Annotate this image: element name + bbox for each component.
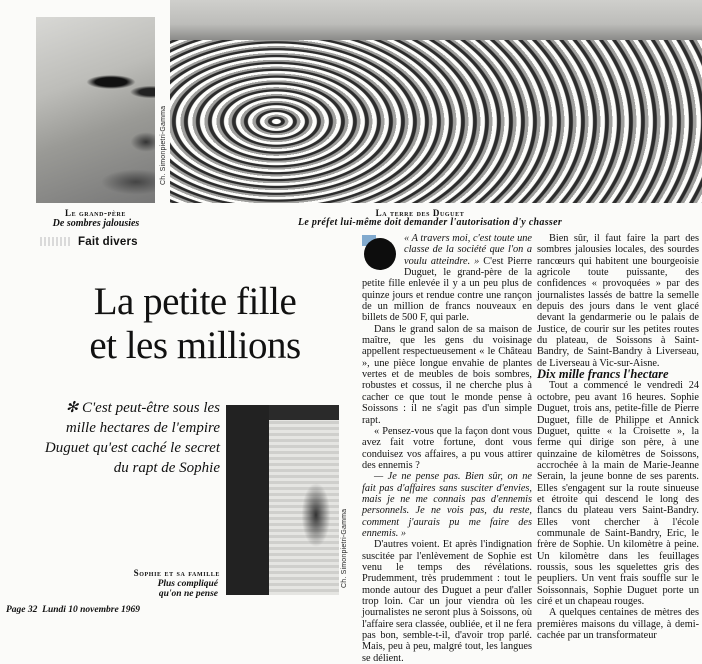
paragraph-quote: — Je ne pense pas. Bien sûr, on ne fait pas d'affaires sans susciter d'envies, mais je ne me connais pas d'ennemis personnels. Je ne vois pas, du reste, comment j'aurais pu me faire des ennemis. »: [362, 471, 532, 539]
caption-sub-grandfather: De sombres jalousies: [52, 218, 140, 229]
caption-title-family: Sophie et sa famille: [133, 568, 220, 578]
article-column-3: [537, 233, 699, 641]
paragraph: D'autres voient. Et après l'indignation suscitée par l'enlèvement de Sophie est venu le temps des révélations. Prudemment, très prudemment : tout le monde autour des Duguet a peur d'aller trop loin. Car un jour viendra où les journalistes ne seront plus à Soissons, où l'affaire sera classée, oubliée, et il ne fera pas bon, semble-t-il, d'avoir trop parlé. Mais, peu à peu, malgré tout, les langues se délient.: [362, 539, 532, 664]
paragraph: Bien sûr, il faut faire la part des sombres jalousies locales, des sourdes rancœurs qui habitent une bourgeoisie agricole toute puissante, des confidences « provoquées » par des journalistes lassés de battre la semelle depuis des jours dans le vent glacé devant la gendarmerie ou le palais de Justice, de courir sur les petites routes du plateau, de Soissons à Saint-Bandry, de Saint-Bandry à Liverseau, de Liverseau à Vic-sur-Aisne.: [537, 233, 699, 369]
headline-line-1: La petite fille: [93, 280, 297, 323]
grandfather-photo: [36, 17, 155, 203]
subheading: Dix mille francs l'hectare: [537, 367, 669, 382]
caption-title-land: La terre des Duguet: [375, 208, 465, 218]
caption-family: [60, 568, 220, 578]
caption-sub-family-line-1: Plus compliqué: [157, 579, 218, 589]
photo-credit-family: Ch. Simonpietri-Gamma: [341, 508, 348, 588]
page-footer: Page 32 Lundi 10 novembre 1969: [6, 605, 141, 615]
paragraph: Tout a commencé le vendredi 24 octobre, peu avant 16 heures. Sophie Duguet, trois ans, petite-fille de Pierre Duguet, fille de Philippe et Annick Duguet, quitte « la Croisette », la ferme qui dirige son père, à une quinzaine de kilomètres de Soissons, accrochée à la main de Marie-Jeanne Serain, la jeune bonne de ses parents. Elles s'engagent sur la route sinueuse et étroite qui descend le long des flancs du plateau vers Saint-Bandry. Elles vont chercher à l'école communale de Saint-Bandry, Eric, le frère de Sophie. Un kilomètre à peine. Un kilomètre dans les feuillages roussis, sous les squelettes gris des peupliers. Un vent frais souffle sur le Soissonnais, Sophie Duguet porte un ciré et un chapeau rouges.: [537, 380, 699, 607]
caption-title-grandfather: Le grand-père: [64, 208, 127, 218]
caption-sub-land: Le préfet lui-même doit demander l'autorisation d'y chasser: [297, 217, 563, 228]
family-photo: [226, 405, 339, 595]
duguet-land-photo: [170, 0, 702, 203]
beet-field: [170, 40, 702, 203]
article-column-2: [362, 233, 532, 664]
caption-sub-family-line-2: qu'on ne pense: [158, 589, 218, 599]
headline: [40, 280, 350, 368]
paragraph: Dans le grand salon de sa maison de maître, que les gens du voisinage appellent respectueusement « le Château », une pièce longue envahie de plantes vertes et de meubles de bois sombres, robustes et cossus, il ne cherche plus à cacher ce que tout le monde pense à Soissons : il ne s'agit pas d'un simple rapt.: [362, 323, 532, 426]
opening-quote: « A travers moi, c'est toute une classe de la société que l'on a voulu atteindre. »: [404, 233, 532, 267]
caption-sub-family: [60, 579, 218, 599]
paragraph: « Pensez-vous que la façon dont vous avez fait votre fortune, dont vous conduisez vos affaires, a pu vous attirer des ennemis ?: [362, 425, 532, 471]
photo-credit-grandfather: Ch. Simonpietri-Gamma: [160, 105, 167, 185]
sky: [170, 0, 702, 40]
paragraph: A quelques centaines de mètres des premières maisons du village, à demi-cachée par un transformateur: [537, 607, 699, 642]
rubric-label: Fait divers: [78, 236, 138, 248]
headline-line-2: et les millions: [89, 324, 301, 367]
dropcap-bullet-icon: [362, 235, 398, 271]
article-deck: ✻ C'est peut-être sous les mille hectares de l'empire Duguet qu'est caché le secret du rapt de Sophie: [44, 400, 220, 476]
rubric-ornament: [40, 237, 72, 246]
section-rubric: [40, 236, 138, 248]
paragraph: C'est Pierre Duguet, le grand-père de la petite fille enlevée il y a un peu plus de quinze jours et rendue contre une rançon de un million de francs nouveaux en billets de 500 F, qui parle.: [362, 255, 532, 324]
